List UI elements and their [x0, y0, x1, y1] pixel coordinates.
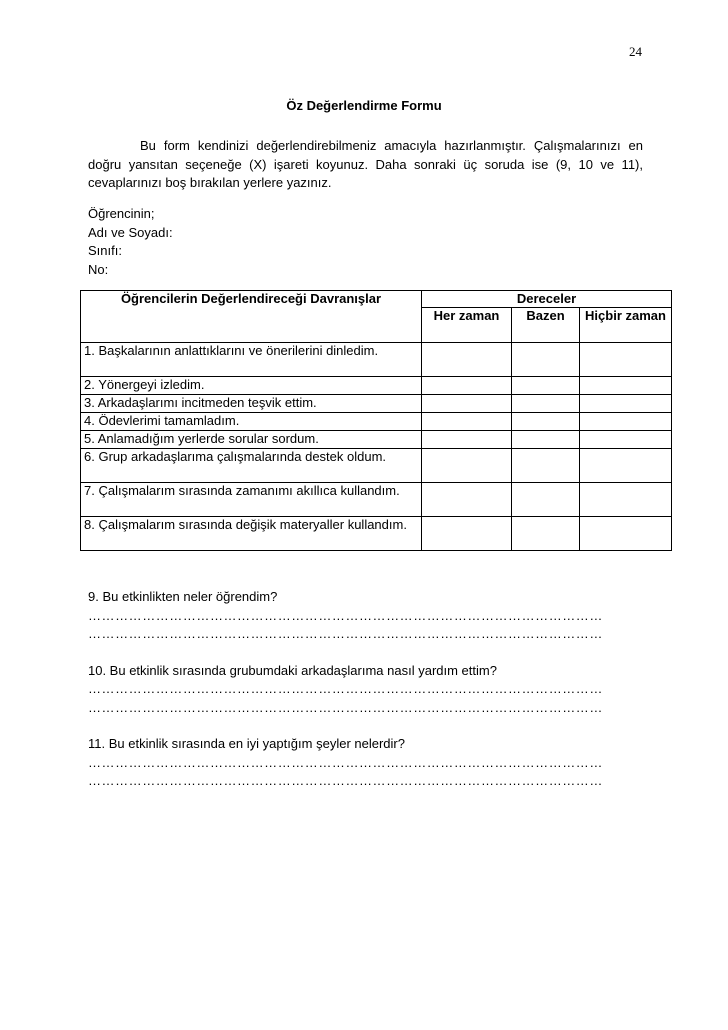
page-number: 24 [629, 44, 642, 59]
answer-line[interactable]: …………………………………………………………………………………………………… [88, 699, 603, 715]
grades-header: Dereceler [422, 291, 672, 308]
open-questions [88, 588, 633, 809]
table-row [81, 413, 672, 431]
checkbox-cell-always[interactable] [422, 517, 512, 551]
checkbox-cell-never[interactable] [580, 431, 672, 449]
table-row [81, 431, 672, 449]
table-row [81, 377, 672, 395]
checkbox-cell-never[interactable] [580, 449, 672, 483]
checkbox-cell-sometimes[interactable] [512, 449, 580, 483]
question-block [88, 735, 633, 791]
intro-paragraph: Bu form kendinizi değerlendirebilmeniz amacıyla hazırlanmıştır. Çalışmalarınızı en doğru yansıtan seçeneğe (X) işareti koyunuz. Daha sonraki üç soruda ise (9, 10 ve 11), cevaplarınızı boş bırakılan yerlere yazınız. [88, 138, 643, 190]
evaluation-table [80, 290, 672, 551]
checkbox-cell-always[interactable] [422, 377, 512, 395]
checkbox-cell-sometimes[interactable] [512, 395, 580, 413]
form-title: Öz Değerlendirme Formu [286, 98, 442, 113]
student-info [88, 205, 173, 279]
number-label[interactable]: No: [88, 261, 109, 277]
checkbox-cell-sometimes[interactable] [512, 517, 580, 551]
table-row [81, 517, 672, 551]
column-header-always: Her zaman [422, 308, 512, 343]
table-row [81, 483, 672, 517]
behavior-item: 8. Çalışmalarım sırasında değişik materyaller kullandım. [81, 517, 422, 551]
checkbox-cell-never[interactable] [580, 377, 672, 395]
behavior-item: 2. Yönergeyi izledim. [81, 377, 422, 395]
checkbox-cell-always[interactable] [422, 449, 512, 483]
checkbox-cell-always[interactable] [422, 483, 512, 517]
question-text: 10. Bu etkinlik sırasında grubumdaki arkadaşlarıma nasıl yardım ettim? [88, 662, 497, 678]
checkbox-cell-never[interactable] [580, 413, 672, 431]
column-header-sometimes: Bazen [512, 308, 580, 343]
checkbox-cell-sometimes[interactable] [512, 431, 580, 449]
checkbox-cell-never[interactable] [580, 483, 672, 517]
checkbox-cell-always[interactable] [422, 395, 512, 413]
question-text: 11. Bu etkinlik sırasında en iyi yaptığım şeyler nelerdir? [88, 736, 405, 751]
checkbox-cell-always[interactable] [422, 431, 512, 449]
checkbox-cell-always[interactable] [422, 343, 512, 377]
answer-line[interactable]: …………………………………………………………………………………………………… [88, 754, 603, 770]
answer-line[interactable]: …………………………………………………………………………………………………… [88, 773, 603, 788]
answer-line[interactable]: …………………………………………………………………………………………………… [88, 626, 603, 641]
checkbox-cell-always[interactable] [422, 413, 512, 431]
behavior-item: 1. Başkalarının anlattıklarını ve önerilerini dinledim. [81, 343, 422, 377]
checkbox-cell-never[interactable] [580, 343, 672, 377]
checkbox-cell-never[interactable] [580, 517, 672, 551]
checkbox-cell-never[interactable] [580, 395, 672, 413]
behavior-item: 6. Grup arkadaşlarıma çalışmalarında destek oldum. [81, 449, 422, 483]
table-row [81, 395, 672, 413]
checkbox-cell-sometimes[interactable] [512, 343, 580, 377]
checkbox-cell-sometimes[interactable] [512, 377, 580, 395]
question-block [88, 662, 633, 718]
question-block [88, 588, 633, 644]
checkbox-cell-sometimes[interactable] [512, 413, 580, 431]
student-heading: Öğrencinin; [88, 206, 155, 221]
class-label[interactable]: Sınıfı: [88, 243, 122, 258]
behavior-item: 3. Arkadaşlarımı incitmeden teşvik ettim. [81, 395, 422, 413]
behavior-item: 7. Çalışmalarım sırasında zamanımı akıllıca kullandım. [81, 483, 422, 517]
name-label[interactable]: Adı ve Soyadı: [88, 224, 173, 240]
behavior-item: 5. Anlamadığım yerlerde sorular sordum. [81, 431, 422, 449]
behaviors-header: Öğrencilerin Değerlendireceği Davranışlar [81, 291, 422, 343]
behavior-item: 4. Ödevlerimi tamamladım. [81, 413, 422, 431]
checkbox-cell-sometimes[interactable] [512, 483, 580, 517]
table-row [81, 343, 672, 377]
table-row [81, 449, 672, 483]
answer-line[interactable]: …………………………………………………………………………………………………… [88, 607, 603, 623]
column-header-never: Hiçbir zaman [580, 308, 672, 343]
answer-line[interactable]: …………………………………………………………………………………………………… [88, 681, 603, 696]
question-text: 9. Bu etkinlikten neler öğrendim? [88, 589, 278, 604]
